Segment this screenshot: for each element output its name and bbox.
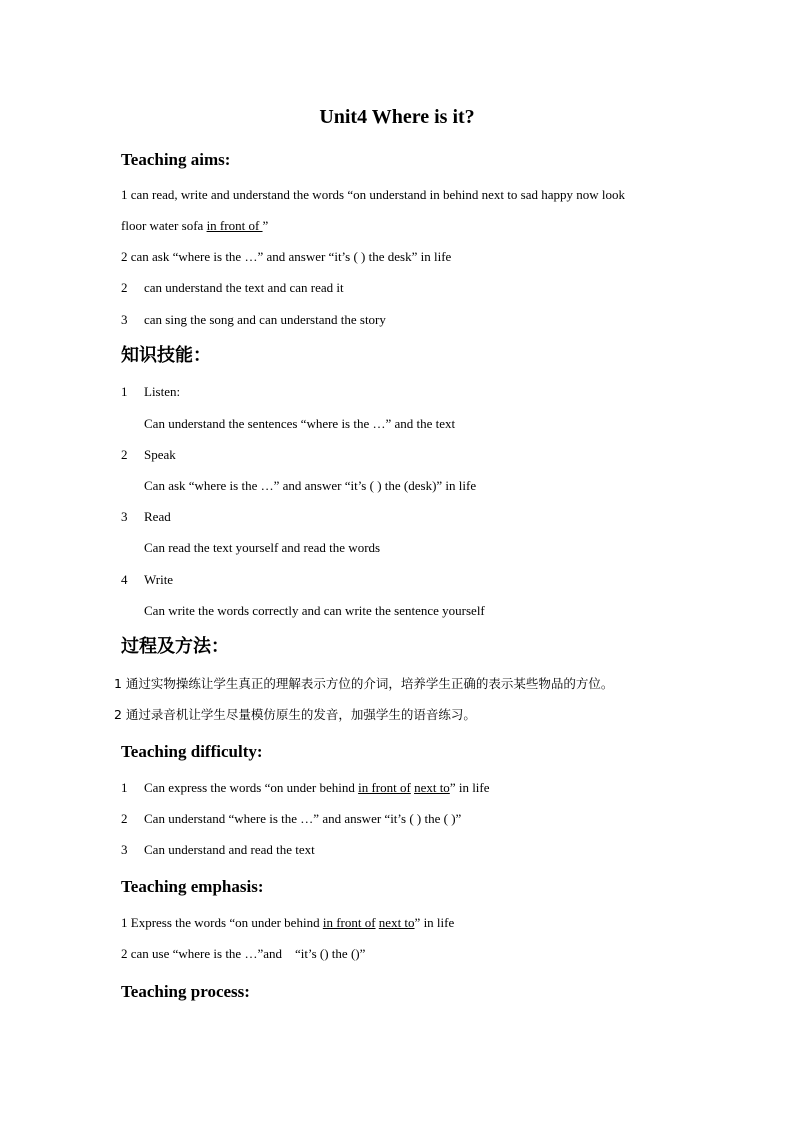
difficulty-item-2-text: Can understand “where is the …” and answer “it’s ( ) the ( )” (144, 811, 462, 826)
aims-item-2 (121, 279, 344, 297)
skill-item-4-label: Write (144, 572, 174, 587)
page-title: Unit4 Where is it? (319, 106, 475, 128)
skill-item-2 (121, 446, 176, 464)
difficulty-item-2-num: 2 (121, 811, 128, 826)
emphasis-line-1-in-front-of: in front of (322, 915, 376, 930)
emphasis-line-1-end: ” in life (414, 915, 455, 930)
aims-item-2-text: can understand the text and can read it (144, 280, 344, 295)
skill-item-3-num: 3 (121, 509, 128, 524)
skill-item-2-num: 2 (121, 447, 128, 462)
skill-item-1 (121, 383, 180, 401)
difficulty-item-3-text: Can understand and read the text (144, 842, 315, 857)
aims-item-3-num: 3 (121, 312, 128, 327)
aims-line-2-end: ” (262, 218, 269, 233)
teaching-emphasis-heading: Teaching emphasis: (121, 877, 264, 896)
teaching-aims-heading: Teaching aims: (121, 150, 231, 169)
knowledge-skills-heading: 知识技能： (121, 345, 211, 366)
process-line-1: 1 通过实物操练让学生真正的理解表示方位的介词，培养学生正确的表示某些物品的方位。 (114, 676, 614, 691)
process-methods-heading: 过程及方法： (121, 636, 229, 657)
emphasis-line-2: 2 can use “where is the …”and “it’s () the ()” (121, 946, 366, 961)
difficulty-item-3 (121, 841, 315, 859)
difficulty-item-1-end: ” in life (449, 780, 490, 795)
skill-item-1-num: 1 (121, 384, 128, 399)
difficulty-item-1-next-to: next to (414, 780, 450, 795)
aims-line-2-text: floor water sofa (121, 218, 207, 233)
skill-item-4-num: 4 (121, 572, 128, 587)
emphasis-line-1-text: 1 Express the words “on under behind (121, 915, 323, 930)
aims-line-3: 2 can ask “where is the …” and answer “it’s ( ) the desk” in life (121, 249, 452, 264)
skill-item-4-desc: Can write the words correctly and can write the sentence yourself (144, 603, 485, 618)
aims-item-3 (121, 311, 386, 329)
emphasis-line-1 (121, 914, 454, 932)
skill-item-2-label: Speak (144, 447, 176, 462)
aims-line-2 (121, 217, 268, 235)
emphasis-line-1-next-to: next to (378, 915, 415, 930)
skill-item-3-desc: Can read the text yourself and read the words (144, 540, 381, 555)
difficulty-item-2 (121, 810, 461, 828)
skill-item-1-label: Listen: (144, 384, 181, 399)
process-line-2: 2 通过录音机让学生尽量模仿原生的发音，加强学生的语音练习。 (114, 707, 476, 722)
difficulty-item-1-num: 1 (121, 780, 128, 795)
aims-line-1: 1 can read, write and understand the words “on understand in behind next to sad happy now look (121, 187, 625, 202)
aims-item-3-text: can sing the song and can understand the story (144, 312, 386, 327)
skill-item-3-label: Read (144, 509, 171, 524)
skill-item-3 (121, 508, 171, 526)
difficulty-item-1-in-front-of: in front of (358, 780, 411, 795)
aims-item-2-num: 2 (121, 280, 128, 295)
teaching-difficulty-heading: Teaching difficulty: (121, 742, 263, 761)
aims-line-2-underlined: in front of (206, 218, 263, 233)
difficulty-item-3-num: 3 (121, 842, 128, 857)
difficulty-item-1 (121, 779, 490, 797)
difficulty-item-1-text: Can express the words “on under behind (144, 780, 359, 795)
skill-item-4 (121, 571, 173, 589)
teaching-process-heading: Teaching process: (121, 982, 250, 1001)
skill-item-2-desc: Can ask “where is the …” and answer “it’s ( ) the (desk)” in life (144, 478, 477, 493)
skill-item-1-desc: Can understand the sentences “where is the …” and the text (144, 416, 456, 431)
